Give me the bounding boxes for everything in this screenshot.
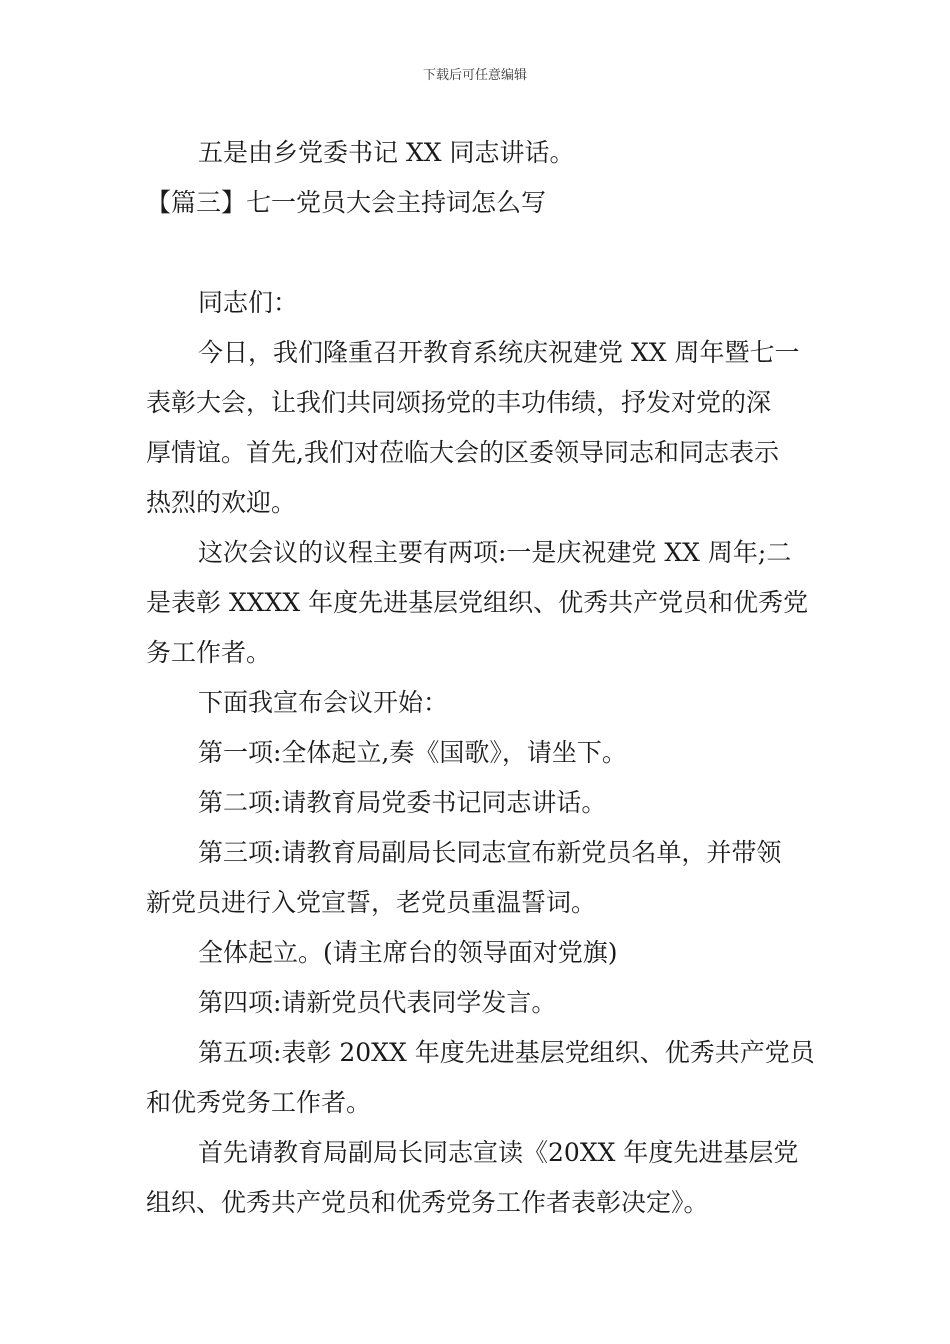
paragraph-line: 组织、优秀共产党员和优秀党务工作者表彰决定》。 [146,1188,709,1217]
paragraph-line: 首先请教育局副局长同志宣读《20XX 年度先进基层党 [198,1138,799,1167]
paragraph-line: 全体起立。(请主席台的领导面对党旗) [198,938,618,967]
paragraph-line: 这次会议的议程主要有两项:一是庆祝建党 XX 周年;二 [198,538,792,567]
paragraph-line: 下面我宣布会议开始： [198,688,449,717]
agenda-item: 第二项:请教育局党委书记同志讲话。 [198,788,607,817]
agenda-item: 第五项:表彰 20XX 年度先进基层党组织、优秀共产党员 [198,1038,815,1067]
agenda-item: 第三项:请教育局副局长同志宣布新党员名单，并带领 [198,838,782,867]
salutation: 同志们： [198,288,299,317]
paragraph-line: 今日，我们隆重召开教育系统庆祝建党 XX 周年暨七一 [198,338,800,367]
agenda-item-continuation: 新党员进行入党宣誓，老党员重温誓词。 [146,888,597,917]
paragraph-line: 五是由乡党委书记 XX 同志讲话。 [198,138,575,167]
blank-line [146,228,808,278]
paragraph-line: 热烈的欢迎。 [146,488,297,517]
paragraph-line: 表彰大会，让我们共同颂扬党的丰功伟绩，抒发对党的深 [146,388,772,417]
agenda-item: 第四项:请新党员代表同学发言。 [198,988,557,1017]
agenda-item-continuation: 和优秀党务工作者。 [146,1088,372,1117]
paragraph-line: 是表彰 XXXX 年度先进基层党组织、优秀共产党员和优秀党 [146,588,809,617]
paragraph-line: 务工作者。 [146,638,272,667]
document-body [146,128,815,1228]
agenda-item: 第一项:全体起立,奏《国歌》，请坐下。 [198,738,627,767]
page-header: 下载后可任意编辑 [422,68,527,83]
section-title: 【篇三】七一党员大会主持词怎么写 [146,188,547,217]
paragraph-line: 厚情谊。首先,我们对莅临大会的区委领导同志和同志表示 [146,438,779,467]
